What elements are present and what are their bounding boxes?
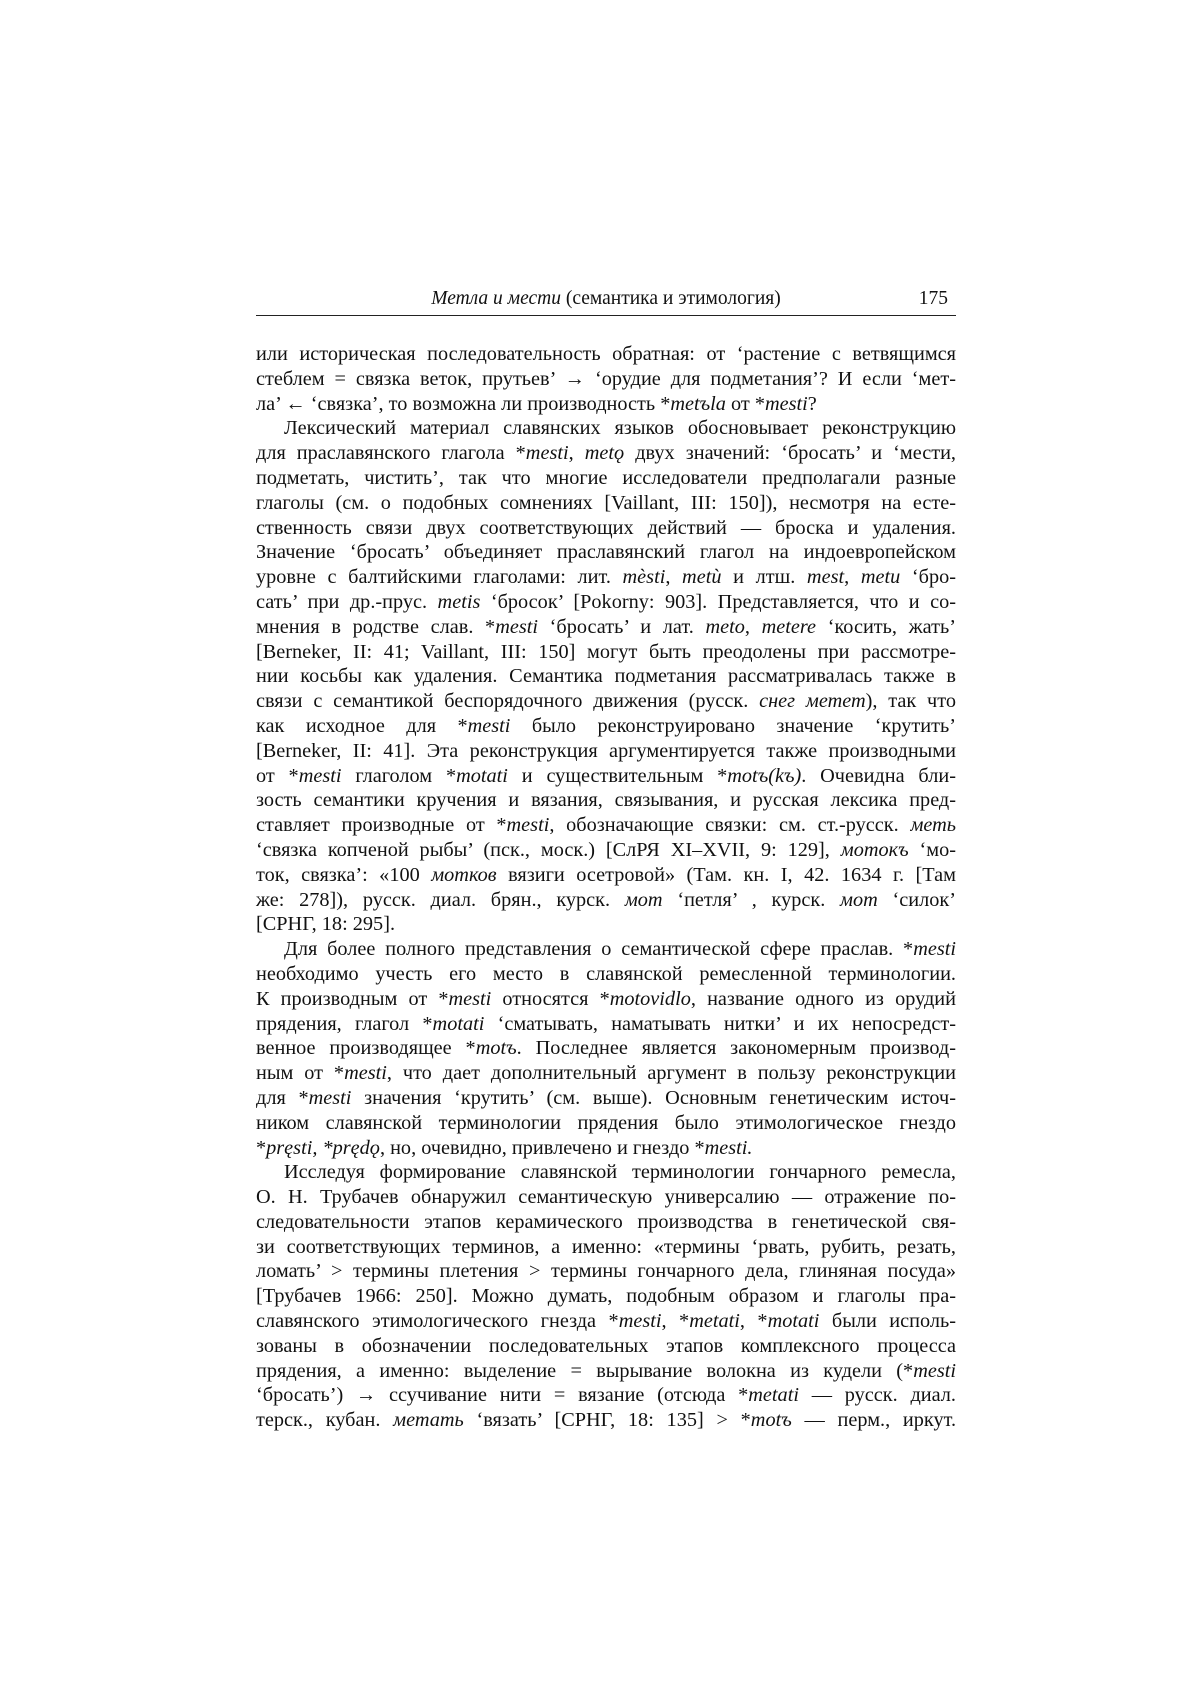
text-run: ‘петля’ , курск.: [662, 888, 841, 911]
italic-term: mesti: [448, 987, 492, 1010]
text-run: связи с семантикой беспорядочного движения (русск.: [256, 690, 760, 713]
text-run: необходимо учесть его место в славянской ремесленной терминологии.: [256, 962, 956, 985]
text-run: *: [256, 1136, 267, 1159]
text-run: зость семантики кручения и вязания, связывания, и русская лексика пред-: [256, 789, 956, 812]
text-run: от *: [725, 392, 765, 415]
text-line: [256, 1309, 956, 1334]
italic-term: metis: [437, 590, 481, 613]
italic-term: мот: [624, 888, 663, 911]
text-run: для праславянского глагола *: [256, 442, 526, 465]
italic-term: mesti: [495, 615, 538, 638]
text-run: сать’ при др.-прус.: [256, 590, 438, 613]
text-run: . Последнее является закономерным производ-: [516, 1037, 956, 1060]
text-line: [256, 863, 956, 888]
body-text: [256, 342, 956, 1433]
text-run: стеблем = связка веток, прутьев’ → ‘орудие для подметания’? И если ‘мет-: [256, 367, 956, 390]
text-run: О. Н. Трубачев обнаружил семантическую универсалию — отражение по-: [256, 1186, 956, 1209]
text-run: ственность связи двух соответствующих действий — броска и удаления.: [256, 516, 956, 539]
italic-term: mesti: [467, 714, 511, 737]
text-run: , что дает дополнительный аргумент в пользу реконструкции: [386, 1062, 956, 1085]
text-line: [256, 1160, 956, 1185]
text-line: [256, 838, 956, 863]
italic-term: metǫ: [584, 442, 625, 465]
italic-term: motъ(kъ): [727, 764, 802, 787]
text-run: [Трубачев 1966: 250]. Можно думать, подобным образом и глаголы пра-: [256, 1285, 956, 1308]
text-line: [256, 888, 956, 913]
italic-term: metere: [761, 615, 817, 638]
text-run: или историческая последовательность обратная: от ‘растение с ветвящимся: [256, 343, 956, 365]
text-run: прядения, а именно: выделение = вырывание волокна из кудели (*: [256, 1359, 914, 1382]
text-line: [256, 739, 956, 764]
text-run: как исходное для *: [256, 714, 468, 737]
text-run: и лтш.: [721, 566, 807, 589]
text-run: венное производящее *: [256, 1037, 476, 1060]
text-run: Исследуя формирование славянской терминологии гончарного ремесла,: [284, 1161, 956, 1184]
text-run: ‘вязать’ [СРНГ, 18: 135] > *: [463, 1409, 751, 1432]
text-line: [256, 764, 956, 789]
italic-term: motovidlo: [609, 987, 691, 1010]
text-run: же: 278]), русск. диал. брян., курск.: [256, 888, 625, 911]
text-line: [256, 640, 956, 665]
text-line: [256, 788, 956, 813]
text-run: К производным от *: [256, 987, 449, 1010]
text-run: ‘мо-: [908, 838, 956, 861]
running-title-italic: Метла и мести: [431, 288, 562, 309]
text-run: терск., кубан.: [256, 1409, 394, 1432]
text-line: [256, 416, 956, 441]
italic-term: metù: [682, 566, 722, 589]
italic-term: mèsti: [622, 566, 666, 589]
text-run: ставляет производные от *: [256, 814, 507, 837]
text-run: — русск. диал.: [798, 1384, 956, 1407]
text-run: ‘бросать’ и лат.: [538, 615, 706, 638]
text-run: , название одного из орудий: [690, 987, 956, 1010]
text-run: мнения в родстве слав. *: [256, 615, 496, 638]
italic-term: mesti: [506, 814, 550, 837]
text-line: [256, 1210, 956, 1235]
text-run: ,: [665, 566, 683, 589]
text-run: ток, связка’: «100: [256, 863, 432, 886]
text-line: [256, 1235, 956, 1260]
text-run: Для более полного представления о семантической сфере праслав. *: [284, 938, 914, 961]
text-run: и существительным *: [507, 764, 728, 787]
italic-term: motati: [432, 1012, 485, 1035]
text-line: [256, 1383, 956, 1408]
italic-term: меть: [910, 814, 956, 837]
text-run: вязиги осетровой» (Там. кн. I, 42. 1634 г. [Там: [496, 863, 956, 886]
text-run: ‘сматывать, наматывать нитки’ и их непосредст-: [484, 1012, 957, 1035]
text-run: , *: [661, 1310, 690, 1333]
text-line: [256, 367, 956, 392]
italic-term: metъla: [670, 392, 726, 415]
text-run: ‘бро-: [900, 566, 956, 589]
italic-term: мот: [840, 888, 878, 911]
text-line: [256, 1408, 956, 1433]
italic-term: motati: [767, 1310, 820, 1333]
text-run: ,: [568, 442, 585, 465]
italic-term: metati: [748, 1384, 799, 1407]
italic-term: mesti: [298, 764, 342, 787]
text-line: [256, 392, 956, 417]
text-line: [256, 590, 956, 615]
text-line: [256, 912, 956, 937]
text-line: [256, 441, 956, 466]
text-line: [256, 540, 956, 565]
text-line: [256, 1061, 956, 1086]
text-run: , обозначающие связки: см. ст.-русск.: [549, 814, 911, 837]
italic-term: motъ: [750, 1409, 792, 1432]
text-line: [256, 937, 956, 962]
text-run: [СРНГ, 18: 295].: [256, 913, 396, 936]
italic-term: мотокъ: [840, 838, 909, 861]
italic-term: mest: [806, 566, 845, 589]
italic-term: mesti: [344, 1062, 387, 1085]
text-run: глаголом *: [341, 764, 457, 787]
italic-term: metati: [689, 1310, 740, 1333]
text-run: ным от *: [256, 1062, 345, 1085]
italic-term: снег метет: [759, 690, 866, 713]
text-run: следовательности этапов керамического производства в генетической свя-: [256, 1210, 956, 1233]
italic-term: mesti: [308, 1086, 352, 1109]
text-run: ла’ ← ‘связка’, то возможна ли производность *: [256, 392, 671, 415]
text-line: [256, 1185, 956, 1210]
running-title: [256, 288, 956, 310]
text-run: ‘связка копченой рыбы’ (пск., моск.) [СлРЯ XI–XVII, 9: 129],: [256, 838, 841, 861]
text-run: уровне с балтийскими глаголами: лит.: [256, 566, 623, 589]
text-run: значения ‘крутить’ (см. выше). Основным генетическим источ-: [351, 1086, 957, 1109]
text-run: ), так что: [865, 690, 956, 713]
text-run: прядения, глагол *: [256, 1012, 433, 1035]
text-run: [Berneker, II: 41]. Эта реконструкция аргументируется также производными: [256, 739, 956, 762]
italic-term: mesti: [525, 442, 569, 465]
text-line: [256, 987, 956, 1012]
text-run: было реконструировано значение ‘крутить’: [510, 714, 956, 737]
text-line: [256, 1136, 956, 1161]
text-run: Значение ‘бросать’ объединяет праславянский глагол на индоевропейском: [256, 541, 956, 564]
text-line: [256, 615, 956, 640]
running-title-rest: (семантика и этимология): [561, 288, 781, 309]
text-line: [256, 714, 956, 739]
text-line: [256, 466, 956, 491]
text-run: , *: [739, 1310, 768, 1333]
text-run: ником славянской терминологии прядения было этимологическое гнездо: [256, 1111, 956, 1134]
italic-term: mesti: [618, 1310, 662, 1333]
italic-term: metu: [860, 566, 901, 589]
text-run: от *: [256, 764, 299, 787]
text-run: [Berneker, II: 41; Vaillant, III: 150] могут быть преодолены при рассмотре-: [256, 640, 956, 663]
text-line: [256, 1036, 956, 1061]
italic-term: pręsti, *prędǫ: [266, 1136, 380, 1159]
text-line: [256, 813, 956, 838]
text-line: [256, 664, 956, 689]
text-run: относятся *: [491, 987, 610, 1010]
italic-term: mesti: [913, 938, 956, 961]
text-run: ?: [807, 392, 817, 415]
text-run: ‘силок’: [877, 888, 956, 911]
page-number: 175: [918, 288, 948, 309]
italic-term: motъ: [475, 1037, 517, 1060]
text-line: [256, 1284, 956, 1309]
text-line: [256, 342, 956, 367]
italic-term: mesti: [913, 1359, 956, 1382]
text-run: славянского этимологического гнезда *: [256, 1310, 619, 1333]
text-run: . Очевидна бли-: [801, 764, 956, 787]
text-run: были исполь-: [819, 1310, 956, 1333]
italic-term: метать: [393, 1409, 464, 1432]
text-run: ломать’ > термины плетения > термины гончарного дела, глиняная посуда»: [256, 1260, 956, 1283]
text-line: [256, 689, 956, 714]
text-run: двух значений: ‘бросать’ и ‘мести,: [624, 442, 957, 465]
text-run: ‘бросок’ [Pokorny: 903]. Представляется, что и со-: [480, 590, 956, 613]
text-line: [256, 1111, 956, 1136]
running-header: [256, 287, 956, 316]
text-run: ‘косить, жать’: [816, 615, 956, 638]
text-run: ‘бросать’) → ссучивание нити = вязание (отсюда *: [256, 1384, 749, 1407]
text-run: — перм., иркут.: [791, 1409, 957, 1432]
text-line: [256, 1012, 956, 1037]
text-run: Лексический материал славянских языков обосновывает реконструкцию: [284, 417, 956, 440]
italic-term: mesti.: [704, 1136, 753, 1159]
text-run: глаголы (см. о подобных сомнениях [Vaillant, III: 150]), несмотря на есте-: [256, 491, 956, 514]
text-run: подметать, чистить’, так что многие исследователи предполагали разные: [256, 466, 956, 489]
text-line: [256, 1086, 956, 1111]
text-run: ,: [744, 615, 762, 638]
text-line: [256, 1359, 956, 1384]
text-line: [256, 516, 956, 541]
text-line: [256, 1334, 956, 1359]
text-run: для *: [256, 1086, 309, 1109]
text-line: [256, 565, 956, 590]
text-run: , но, очевидно, привлечено и гнездо *: [379, 1136, 705, 1159]
text-run: нии косьбы как удаления. Семантика подметания рассматривалась также в: [256, 665, 956, 688]
text-run: ,: [844, 566, 861, 589]
italic-term: motati: [456, 764, 508, 787]
text-line: [256, 1259, 956, 1284]
italic-term: мотков: [431, 863, 497, 886]
text-run: зи соответствующих терминов, а именно: «термины ‘рвать, рубить, резать,: [256, 1235, 956, 1258]
text-line: [256, 962, 956, 987]
text-run: зованы в обозначении последовательных этапов комплексного процесса: [256, 1334, 956, 1357]
italic-term: mesti: [764, 392, 808, 415]
italic-term: meto: [705, 615, 745, 638]
text-line: [256, 491, 956, 516]
